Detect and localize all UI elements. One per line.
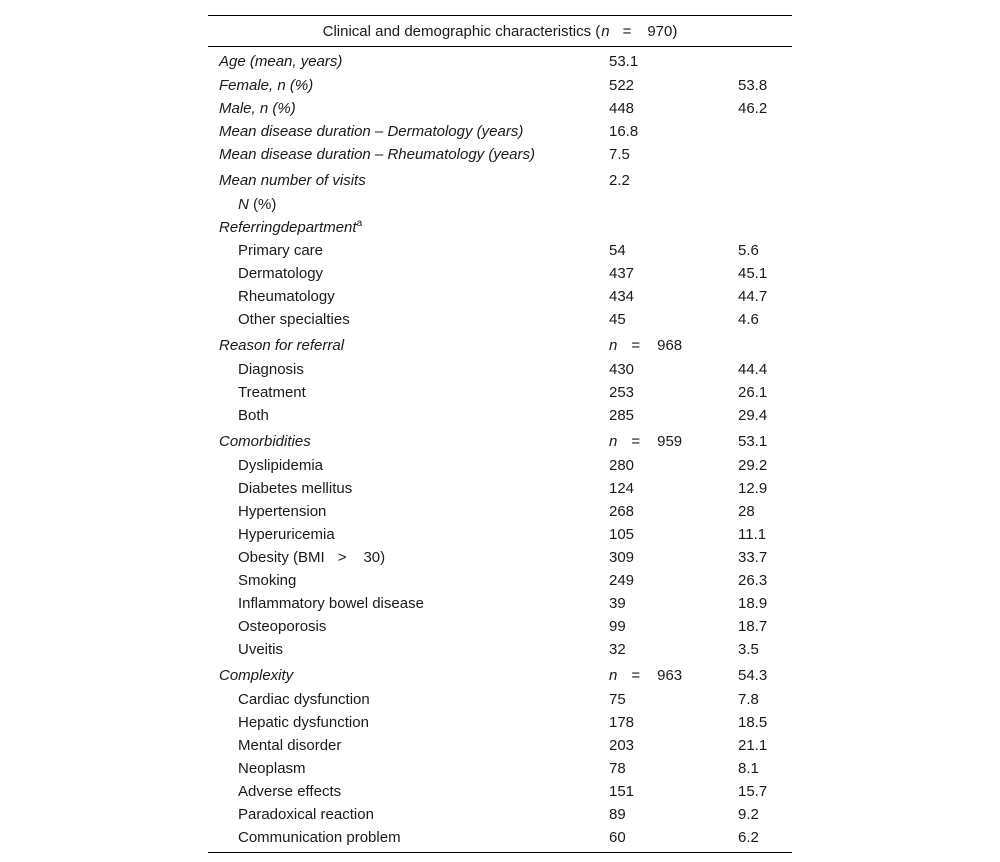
row-n: 53.1 [609, 53, 639, 70]
row-label: Treatment [238, 384, 306, 401]
row-label: Communication problem [238, 829, 401, 846]
caption-suffix: ) [672, 23, 678, 40]
caption-equals: = [622, 23, 632, 40]
row-pct: 8.1 [738, 760, 759, 777]
row-pct: 3.5 [738, 641, 759, 658]
table-row [208, 143, 792, 166]
row-n: 45 [609, 311, 626, 328]
section-n: n = 963 [609, 667, 683, 684]
row-n: 253 [609, 384, 635, 401]
row-n: 2.2 [609, 172, 630, 189]
row-n: 32 [609, 641, 626, 658]
table-row [208, 97, 792, 120]
row-n: 54 [609, 242, 626, 259]
row-pct [738, 143, 792, 166]
footnote-marker: a [356, 218, 363, 229]
row-label: Diagnosis [238, 361, 304, 378]
row-label-obesity: Obesity (BMI > 30) [238, 549, 386, 566]
caption-n-symbol: n [601, 23, 610, 40]
section-n: n = 968 [609, 337, 683, 354]
row-label: Neoplasm [238, 760, 306, 777]
row-pct [738, 166, 792, 193]
row-pct: 7.8 [738, 691, 759, 708]
table-bottom-rule [208, 852, 792, 853]
row-label: Osteoporosis [238, 618, 327, 635]
row-n: 448 [609, 100, 635, 117]
row-pct [738, 47, 792, 74]
section-label: Comorbidities [219, 433, 311, 450]
row-label: Age (mean, years) [219, 53, 343, 70]
table-row [208, 381, 792, 404]
row-pct: 44.4 [738, 361, 768, 378]
row-label: Diabetes mellitus [238, 480, 353, 497]
table-row [208, 569, 792, 592]
table-row [208, 285, 792, 308]
row-label: Uveitis [238, 641, 284, 658]
row-pct: 18.5 [738, 714, 768, 731]
n-symbol: N [238, 196, 249, 213]
table-row [208, 120, 792, 143]
row-pct: 46.2 [738, 100, 768, 117]
table-caption [208, 15, 792, 47]
caption-prefix: Clinical and demographic characteristics ( [322, 23, 601, 40]
row-label: Adverse effects [238, 783, 342, 800]
section-header-complexity [208, 661, 792, 688]
row-label: Cardiac dysfunction [238, 691, 370, 708]
row-n: 105 [609, 526, 635, 543]
section-header-reason [208, 331, 792, 358]
row-pct: 26.1 [738, 384, 768, 401]
row-n: 280 [609, 457, 635, 474]
row-label: Female, n (%) [219, 77, 314, 94]
table-row [208, 803, 792, 826]
table-row [208, 358, 792, 381]
table-row [208, 615, 792, 638]
row-label: Mean disease duration – Dermatology (years) [219, 123, 524, 140]
row-n: 60 [609, 829, 626, 846]
row-pct: 18.7 [738, 618, 768, 635]
row-n: 178 [609, 714, 635, 731]
section-n: n = 959 [609, 433, 683, 450]
caption-n-value: 970 [647, 23, 673, 40]
row-label: Mental disorder [238, 737, 342, 754]
row-label: Dermatology [238, 265, 324, 282]
section-label: Complexity [219, 667, 294, 684]
table-row [208, 454, 792, 477]
row-n: 78 [609, 760, 626, 777]
row-n: 16.8 [609, 123, 639, 140]
table-row [208, 239, 792, 262]
row-label: Smoking [238, 572, 297, 589]
row-label: Rheumatology [238, 288, 335, 305]
row-pct: 33.7 [738, 549, 768, 566]
row-n: 434 [609, 288, 635, 305]
table-row [208, 74, 792, 97]
row-pct: 29.2 [738, 457, 768, 474]
table-row [208, 166, 792, 193]
table-row [208, 688, 792, 711]
row-label: Paradoxical reaction [238, 806, 374, 823]
row-label: Hepatic dysfunction [238, 714, 369, 731]
row-n: 7.5 [609, 146, 630, 163]
row-n: 203 [609, 737, 635, 754]
row-label: Hypertension [238, 503, 327, 520]
table-row [208, 523, 792, 546]
section-header-comorbidities [208, 427, 792, 454]
row-pct: 11.1 [738, 526, 767, 543]
row-n: 124 [609, 480, 635, 497]
row-pct: 26.3 [738, 572, 768, 589]
row-pct: 28 [738, 503, 755, 520]
row-n: 249 [609, 572, 635, 589]
table-row [208, 711, 792, 734]
row-n: 99 [609, 618, 626, 635]
row-pct: 15.7 [738, 783, 768, 800]
row-label-n-pct [208, 193, 609, 216]
row-n: 285 [609, 407, 635, 424]
row-n: 437 [609, 265, 635, 282]
table-row [208, 734, 792, 757]
table-row [208, 780, 792, 803]
row-pct: 21.1 [738, 737, 768, 754]
row-pct [738, 120, 792, 143]
section-header-referring [208, 216, 792, 239]
row-pct: 6.2 [738, 829, 759, 846]
characteristics-table [208, 15, 792, 853]
row-label: Mean disease duration – Rheumatology (years) [219, 146, 536, 163]
row-label: Inflammatory bowel disease [238, 595, 424, 612]
row-pct: 29.4 [738, 407, 768, 424]
row-label: Other specialties [238, 311, 350, 328]
row-n: 39 [609, 595, 626, 612]
n-pct-rest: (%) [248, 196, 277, 213]
table-row [208, 638, 792, 661]
row-n: 430 [609, 361, 635, 378]
row-pct: 5.6 [738, 242, 759, 259]
table-row [208, 262, 792, 285]
table-row [208, 826, 792, 849]
row-n: 522 [609, 77, 635, 94]
row-pct: 12.9 [738, 480, 768, 497]
row-n: 151 [609, 783, 635, 800]
table-row [208, 308, 792, 331]
table-row [208, 404, 792, 427]
table-row [208, 47, 792, 74]
row-label: Male, n (%) [219, 100, 296, 117]
table-row [208, 193, 792, 216]
table-row [208, 500, 792, 523]
row-n: 309 [609, 549, 635, 566]
table-row [208, 477, 792, 500]
table-row [208, 592, 792, 615]
row-pct: 45.1 [738, 265, 768, 282]
row-label: Hyperuricemia [238, 526, 335, 543]
row-pct: 18.9 [738, 595, 768, 612]
row-label: Both [238, 407, 269, 424]
table-body [208, 47, 792, 849]
section-pct: 54.3 [738, 667, 768, 684]
row-pct: 44.7 [738, 288, 768, 305]
row-label: Primary care [238, 242, 324, 259]
row-n: 268 [609, 503, 635, 520]
table-row [208, 546, 792, 569]
row-label: Dyslipidemia [238, 457, 324, 474]
row-n: 75 [609, 691, 626, 708]
section-label: Reason for referral [219, 337, 345, 354]
row-label: Mean number of visits [219, 172, 366, 189]
row-pct: 9.2 [738, 806, 759, 823]
row-pct: 4.6 [738, 311, 759, 328]
row-n: 89 [609, 806, 626, 823]
section-pct: 53.1 [738, 433, 768, 450]
section-label: Referringdepartment [219, 219, 357, 236]
row-pct: 53.8 [738, 77, 768, 94]
table-row [208, 757, 792, 780]
